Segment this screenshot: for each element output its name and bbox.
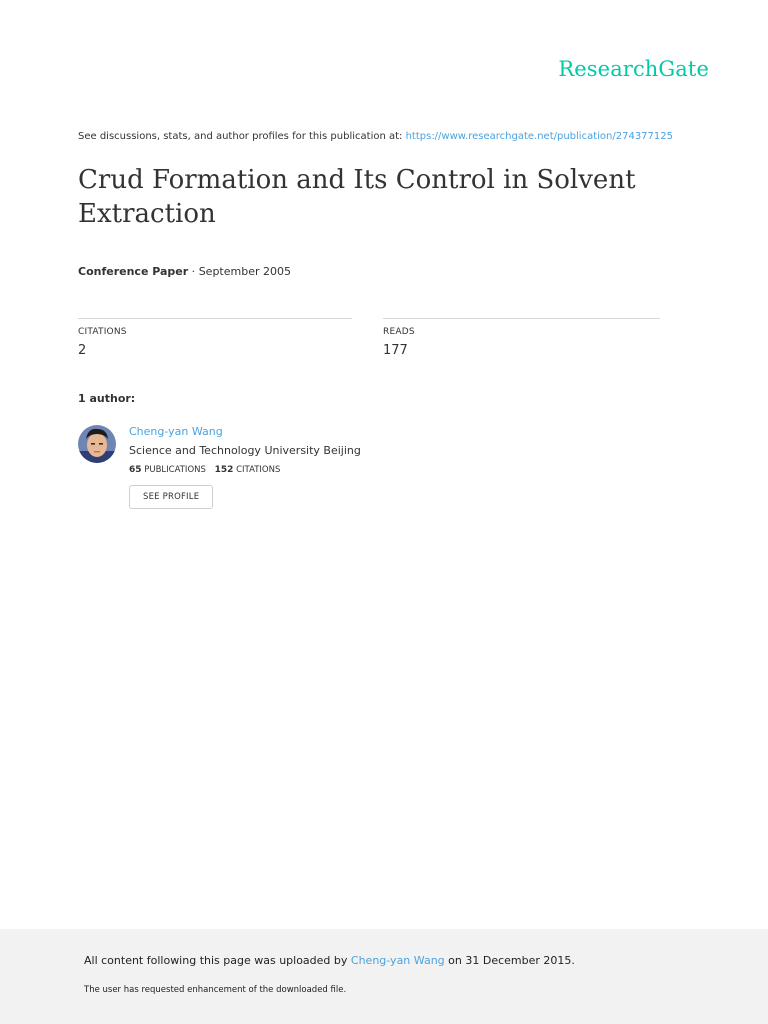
- author-citations-label: CITATIONS: [236, 465, 281, 475]
- citations-label: CITATIONS: [78, 327, 127, 337]
- footer-banner: [0, 929, 768, 1024]
- uploader-link[interactable]: Cheng-yan Wang: [350, 954, 445, 967]
- citations-stat: [78, 318, 352, 358]
- upload-suffix: on 31 December 2015.: [444, 954, 575, 967]
- authors-heading: 1 author:: [78, 392, 136, 405]
- author-citations-count: 152: [214, 465, 234, 475]
- reads-stat: [383, 318, 660, 358]
- see-profile-button[interactable]: SEE PROFILE: [129, 485, 213, 509]
- author-publications-label: PUBLICATIONS: [144, 465, 206, 475]
- publication-url-link[interactable]: https://www.researchgate.net/publication/274377125: [405, 131, 673, 142]
- author-publications-count: 65: [129, 465, 142, 475]
- discussion-line: [78, 131, 673, 142]
- author-name-link[interactable]: Cheng-yan Wang: [129, 425, 223, 438]
- meta-separator: ·: [188, 265, 199, 278]
- researchgate-logo[interactable]: ResearchGate: [558, 57, 709, 81]
- discussion-prefix: See discussions, stats, and author profiles for this publication at:: [78, 131, 406, 142]
- author-avatar[interactable]: [78, 425, 116, 463]
- upload-notice: [84, 954, 575, 967]
- enhancement-note: The user has requested enhancement of the downloaded file.: [84, 985, 347, 995]
- citations-value: 2: [78, 343, 87, 358]
- author-photo-icon: [78, 425, 116, 463]
- publication-type: Conference Paper: [78, 265, 189, 278]
- publication-title: Crud Formation and Its Control in Solvent Extraction: [78, 165, 636, 229]
- author-institution: Science and Technology University Beijing: [129, 444, 361, 457]
- upload-prefix: All content following this page was uploaded by: [84, 954, 351, 967]
- reads-value: 177: [383, 343, 408, 358]
- publication-date: September 2005: [198, 265, 291, 278]
- publication-meta: [78, 265, 291, 278]
- author-card: [129, 425, 361, 509]
- author-stats: [129, 465, 361, 475]
- reads-label: READS: [383, 327, 415, 337]
